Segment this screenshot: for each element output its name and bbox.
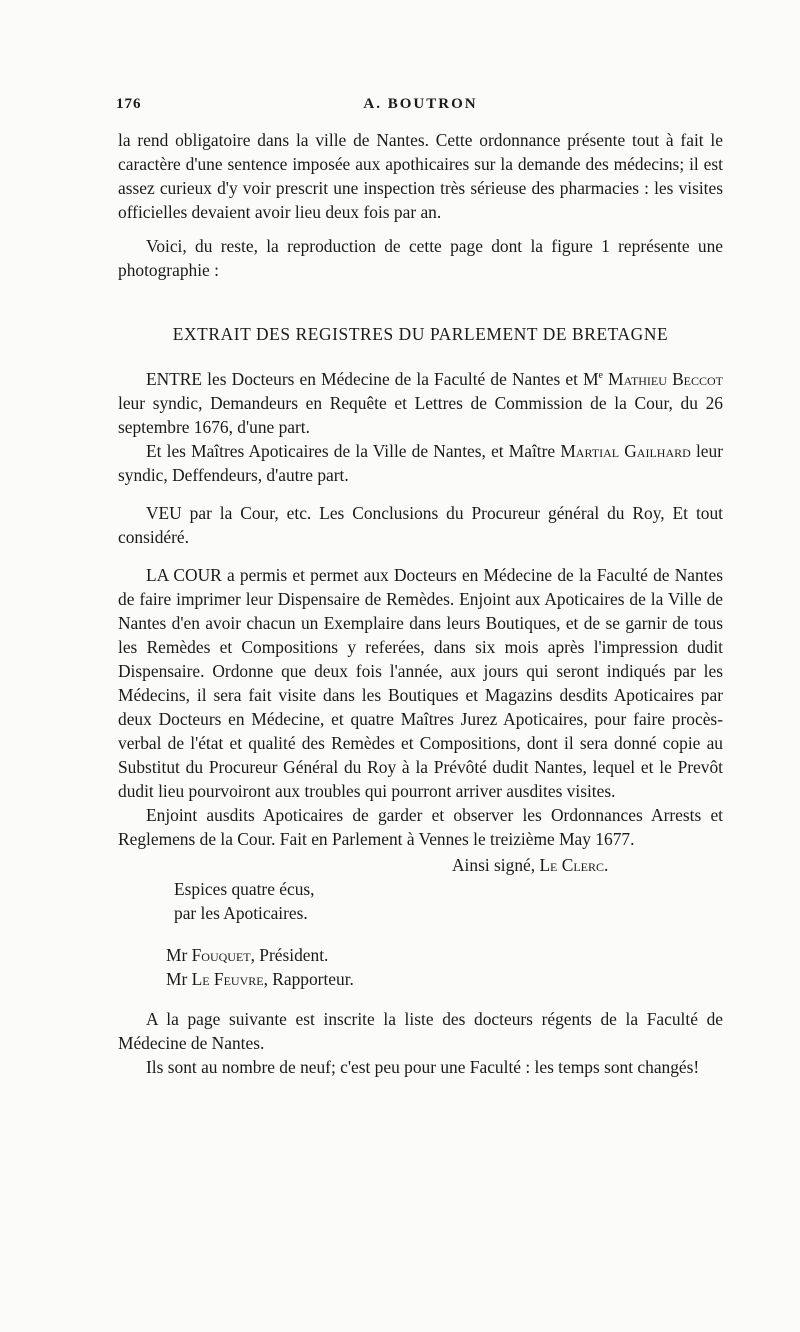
signature-prefix: Ainsi signé, <box>452 854 540 875</box>
paragraph-entre <box>118 364 723 439</box>
officers-block <box>166 943 723 991</box>
extract-title: EXTRAIT DES REGISTRES DU PARLEMENT DE BRETAGNE <box>172 324 669 344</box>
paragraph-reproduction: Voici, du reste, la reproduction de cette page dont la figure 1 représente une photographie : <box>118 236 723 280</box>
officer-rapporteur-mr: Mr <box>166 968 192 989</box>
entre-sup: e <box>598 370 603 381</box>
espices-line-2: par les Apoticaires. <box>174 902 308 923</box>
running-title: A. BOUTRON <box>363 96 478 112</box>
et-text-a: Et les Maîtres Apoticaires de la Ville de Nantes, et Maître <box>146 440 561 461</box>
signature-line <box>452 853 723 877</box>
paragraph-conclusion: Ils sont au nombre de neuf; c'est peu pour une Faculté : les temps sont changés! <box>146 1056 700 1077</box>
page-header <box>118 96 723 120</box>
paragraph-la-cour: LA COUR a permis et permet aux Docteurs en Médecine de la Faculté de Nantes de faire imprimer leur Dispensaire de Remèdes. Enjoint aux Apoticaires de la Ville de Nantes d'en avoir chacun un Exemplaire dans leurs Boutiques, et de se garnir de tous les Remèdes et Compositions y referées, dans six mois après l'impression dudit Dispensaire. Ordonne que deux fois l'année, aux jours qui seront indiqués par les Médecins, il sera fait visite dans les Boutiques et Magazins desdits Apoticaires par deux Docteurs en Médecine, et quatre Maîtres Jurez Apoticaires, pour faire procès-verbal de l'état et qualité des Remèdes et Compositions, dont il sera donné copie au Substitut du Procureur Général du Roy à la Prévôté dudit Nantes, lequel et le Prevôt dudit lieu pourvoiront aux troubles qui pourront arriver ausdites visites. <box>118 564 723 801</box>
officer-president-mr: Mr <box>166 944 192 965</box>
et-name: Martial Gailhard <box>560 440 691 461</box>
paragraph-et <box>118 439 723 487</box>
officer-president <box>166 943 723 967</box>
officer-president-name: Fouquet <box>191 944 251 965</box>
entre-text-b: leur syndic, Demandeurs en Requête et Lettres de Commission de la Cour, du 26 septembre 1676, d'une part. <box>118 392 723 437</box>
officer-rapporteur <box>166 967 723 991</box>
paragraph-next-page: A la page suivante est inscrite la liste des docteurs régents de la Faculté de Médecine de Nantes. <box>118 1008 723 1053</box>
paragraph-enjoint: Enjoint ausdits Apoticaires de garder et observer les Ordonnances Arrests et Reglemens de la Cour. Fait en Parlement à Vennes le treizième May 1677. <box>118 804 723 849</box>
page-number: 176 <box>116 96 142 112</box>
officer-rapporteur-name: Le Feuvre <box>191 968 264 989</box>
et-text-b: leur syndic, Deffendeurs, d'autre part. <box>118 440 724 485</box>
entre-text-a: ENTRE les Docteurs en Médecine de la Faculté de Nantes et M <box>146 368 599 389</box>
signature-name: Le Clerc. <box>539 854 609 875</box>
page-body <box>118 128 723 1079</box>
paragraph-veu: VEU par la Cour, etc. Les Conclusions du Procureur général du Roy, Et tout considéré. <box>118 502 723 547</box>
officer-rapporteur-title: , Rapporteur. <box>263 968 354 989</box>
espices-line-1: Espices quatre écus, <box>174 878 315 899</box>
espices-block <box>174 877 723 925</box>
paragraph-intro: la rend obligatoire dans la ville de Nantes. Cette ordonnance présente tout à fait le caractère d'une sentence imposée aux apothicaires sur la demande des médecins; il est assez curieux d'y voir prescrit une inspection très sérieuse des pharmacies : les visites officielles devaient avoir lieu deux fois par an. <box>118 130 723 222</box>
entre-name: Mathieu Beccot <box>603 368 724 389</box>
officer-president-title: , Président. <box>250 944 329 965</box>
